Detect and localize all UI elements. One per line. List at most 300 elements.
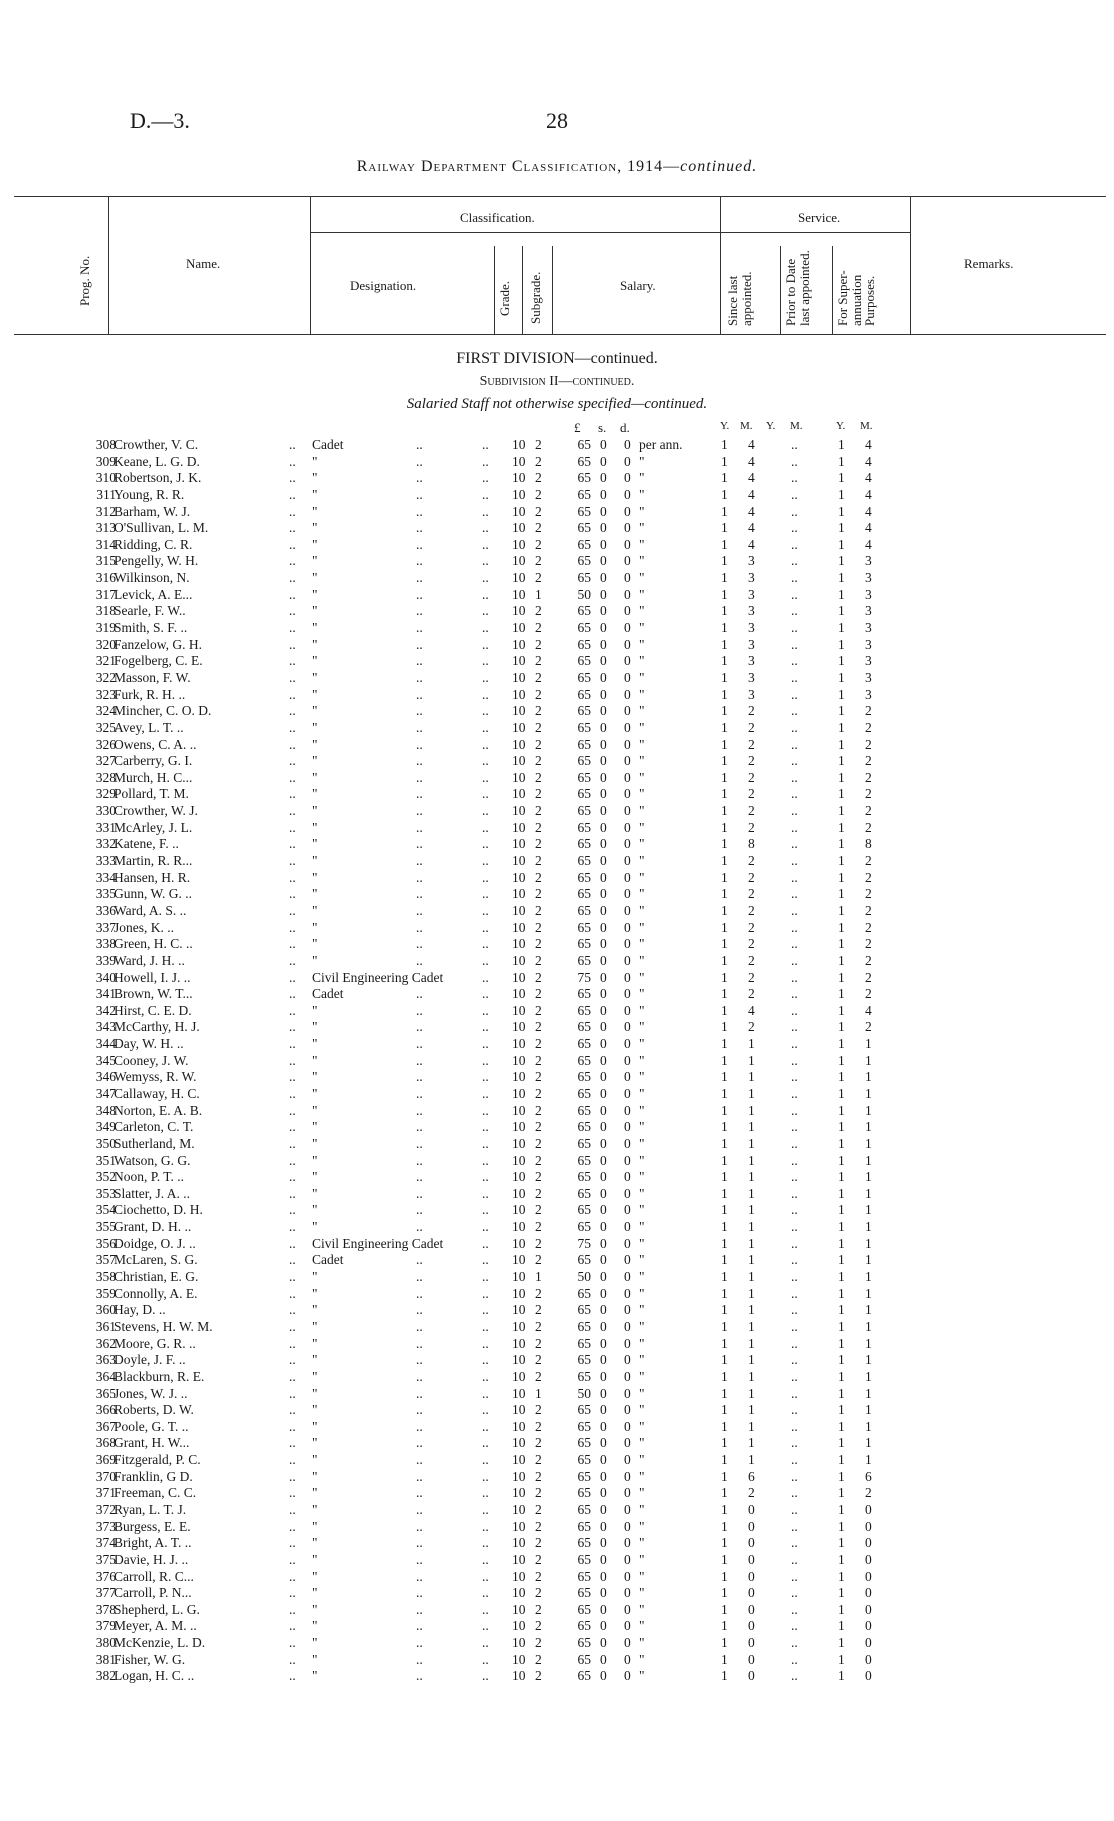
leader-dots: .. [482,1169,489,1185]
cell-no: 327 [95,753,116,769]
cell-m1: 0 [748,1518,755,1534]
leader-dots: .. [791,969,798,985]
cell-s: 0 [600,786,607,802]
cell-m2: 3 [865,586,872,602]
table-row [0,603,1114,620]
leader-dots: .. [791,753,798,769]
cell-m2: 2 [865,886,872,902]
cell-no: 344 [95,1036,116,1052]
cell-des: " [312,1518,318,1534]
leader-dots: .. [416,1568,423,1584]
cell-d: 0 [624,653,631,669]
cell-per: " [639,1019,645,1035]
cell-des: " [312,1069,318,1085]
leader-dots: .. [416,1418,423,1434]
cell-no: 317 [95,586,116,602]
cell-y1: 1 [721,1185,728,1201]
cell-m2: 6 [865,1468,872,1484]
leader-dots: .. [482,437,489,452]
cell-per: " [639,603,645,619]
cell-y1: 1 [721,1651,728,1667]
cell-d: 0 [624,1169,631,1185]
cell-s: 0 [600,836,607,852]
leader-dots: .. [791,1651,798,1667]
leader-dots: .. [416,1202,423,1218]
leader-dots: .. [482,1418,489,1434]
cell-s: 0 [600,437,607,452]
cell-no: 370 [95,1468,116,1484]
cell-s: 0 [600,1052,607,1068]
leader-dots: .. [482,969,489,985]
cell-name: Carroll, R. C... [114,1568,194,1584]
cell-l: 65 [577,1502,591,1517]
cell-y2: 1 [838,1418,845,1434]
cell-y2: 1 [838,437,845,452]
leader-dots: .. [416,819,423,835]
table-row [0,1602,1114,1619]
cell-y1: 1 [721,1585,728,1601]
leader-dots: .. [416,1052,423,1068]
cell-per: " [639,453,645,469]
cell-per: " [639,1452,645,1468]
cell-m2: 1 [865,1085,872,1101]
cell-per: " [639,653,645,669]
leader-dots: .. [791,553,798,569]
leader-dots: .. [791,902,798,918]
cell-no: 356 [95,1235,116,1251]
cell-m1: 1 [748,1119,755,1135]
leader-dots: .. [289,669,296,685]
cell-per: " [639,902,645,918]
cell-name: Davie, H. J. .. [114,1551,189,1567]
cell-m1: 2 [748,1019,755,1035]
cell-m1: 1 [748,1152,755,1168]
cell-s: 0 [600,703,607,719]
table-header [14,196,1106,336]
cell-d: 0 [624,1252,631,1268]
cell-y1: 1 [721,1368,728,1384]
cell-l: 65 [577,1452,591,1468]
cell-sg: 2 [535,1452,542,1468]
leader-dots: .. [482,1269,489,1285]
leader-dots: .. [791,1052,798,1068]
cell-d: 0 [624,803,631,819]
cell-d: 0 [624,869,631,885]
cell-s: 0 [600,1402,607,1418]
cell-name: Furk, R. H. .. [114,686,186,702]
cell-sg: 2 [535,1485,542,1501]
cell-per: " [639,886,645,902]
cell-y1: 1 [721,719,728,735]
leader-dots: .. [416,1152,423,1168]
cell-g: 10 [512,1452,526,1468]
leader-dots: .. [416,853,423,869]
leader-dots: .. [289,553,296,569]
cell-g: 10 [512,1069,526,1085]
leader-dots: .. [416,653,423,669]
cell-y1: 1 [721,803,728,819]
cell-m2: 2 [865,902,872,918]
cell-m2: 2 [865,753,872,769]
leader-dots: .. [289,1502,296,1517]
leader-dots: .. [289,869,296,885]
cell-g: 10 [512,1019,526,1035]
cell-l: 65 [577,1085,591,1101]
cell-name: Burgess, E. E. [114,1518,191,1534]
cell-m1: 2 [748,853,755,869]
cell-y2: 1 [838,902,845,918]
cell-g: 10 [512,719,526,735]
cell-s: 0 [600,1551,607,1567]
cell-des: " [312,1651,318,1667]
cell-l: 65 [577,603,591,619]
cell-sg: 2 [535,1119,542,1135]
cell-per: " [639,536,645,552]
cell-m2: 1 [865,1169,872,1185]
cell-m2: 3 [865,620,872,636]
cell-m1: 4 [748,503,755,519]
cell-des: " [312,836,318,852]
cell-d: 0 [624,1269,631,1285]
leader-dots: .. [482,1002,489,1018]
cell-y2: 1 [838,1102,845,1118]
cell-s: 0 [600,1352,607,1368]
table-row [0,587,1114,604]
cell-l: 75 [577,969,591,985]
cell-g: 10 [512,986,526,1002]
leader-dots: .. [482,1152,489,1168]
leader-dots: .. [289,719,296,735]
cell-g: 10 [512,486,526,502]
cell-name: McCarthy, H. J. [114,1019,200,1035]
cell-g: 10 [512,1169,526,1185]
leader-dots: .. [416,769,423,785]
leader-dots: .. [482,470,489,486]
cell-m2: 3 [865,653,872,669]
leader-dots: .. [482,1252,489,1268]
leader-dots: .. [791,1102,798,1118]
page-title [0,158,1114,176]
cell-name: Carleton, C. T. [114,1119,194,1135]
leader-dots: .. [791,703,798,719]
leader-dots: .. [791,1085,798,1101]
leader-dots: .. [482,570,489,586]
unit-months-2: M. [790,420,803,432]
cell-no: 315 [95,553,116,569]
cell-g: 10 [512,1119,526,1135]
cell-per: " [639,636,645,652]
cell-no: 361 [95,1318,116,1334]
cell-name: Fisher, W. G. [114,1651,186,1667]
table-row [0,1369,1114,1386]
leader-dots: .. [482,1219,489,1235]
cell-g: 10 [512,603,526,619]
cell-y1: 1 [721,453,728,469]
cell-d: 0 [624,1036,631,1052]
cell-l: 65 [577,1135,591,1151]
cell-no: 324 [95,703,116,719]
leader-dots: .. [416,1651,423,1667]
cell-no: 341 [95,986,116,1002]
cell-m1: 3 [748,669,755,685]
cell-y2: 1 [838,520,845,536]
cell-sg: 2 [535,1352,542,1368]
leader-dots: .. [791,437,798,452]
cell-per: " [639,1418,645,1434]
cell-y2: 1 [838,1052,845,1068]
cell-des: " [312,586,318,602]
cell-sg: 2 [535,636,542,652]
leader-dots: .. [482,936,489,952]
cell-sg: 2 [535,869,542,885]
cell-des: " [312,1352,318,1368]
cell-d: 0 [624,1452,631,1468]
cell-y2: 1 [838,986,845,1002]
cell-per: " [639,753,645,769]
cell-m2: 1 [865,1418,872,1434]
cell-sg: 2 [535,653,542,669]
cell-s: 0 [600,1651,607,1667]
cell-l: 65 [577,1535,591,1551]
cell-s: 0 [600,819,607,835]
cell-d: 0 [624,1368,631,1384]
table-row [0,1153,1114,1170]
cell-l: 65 [577,869,591,885]
leader-dots: .. [791,719,798,735]
cell-l: 65 [577,803,591,819]
cell-g: 10 [512,902,526,918]
cell-m2: 3 [865,686,872,702]
cell-s: 0 [600,1668,607,1684]
cell-y1: 1 [721,620,728,636]
cell-d: 0 [624,536,631,552]
leader-dots: .. [289,453,296,469]
cell-y2: 1 [838,503,845,519]
cell-s: 0 [600,1002,607,1018]
cell-m2: 4 [865,437,872,452]
leader-dots: .. [289,952,296,968]
cell-d: 0 [624,1335,631,1351]
cell-m2: 0 [865,1568,872,1584]
leader-dots: .. [482,819,489,835]
cell-s: 0 [600,1618,607,1634]
table-row [0,653,1114,670]
page-number: 28 [546,108,568,133]
leader-dots: .. [289,620,296,636]
leader-dots: .. [416,1069,423,1085]
cell-name: McKenzie, L. D. [114,1635,206,1651]
cell-per: " [639,553,645,569]
cell-no: 359 [95,1285,116,1301]
cell-s: 0 [600,1285,607,1301]
cell-s: 0 [600,669,607,685]
leader-dots: .. [482,1019,489,1035]
leader-dots: .. [791,1019,798,1035]
leader-dots: .. [289,1202,296,1218]
table-row [0,1119,1114,1136]
cell-m1: 2 [748,786,755,802]
cell-g: 10 [512,536,526,552]
cell-per: " [639,1568,645,1584]
leader-dots: .. [416,1085,423,1101]
cell-l: 65 [577,1485,591,1501]
leader-dots: .. [416,1135,423,1151]
cell-l: 65 [577,836,591,852]
cell-name: Ryan, L. T. J. [114,1502,187,1517]
unit-pounds: £ [574,420,581,435]
cell-y2: 1 [838,1402,845,1418]
leader-dots: .. [482,669,489,685]
cell-name: Levick, A. E... [114,586,193,602]
leader-dots: .. [289,1119,296,1135]
leader-dots: .. [289,1152,296,1168]
table-row [0,687,1114,704]
cell-per: " [639,1385,645,1401]
cell-sg: 2 [535,936,542,952]
cell-name: Green, H. C. .. [114,936,193,952]
leader-dots: .. [482,686,489,702]
cell-per: " [639,1635,645,1651]
cell-s: 0 [600,1069,607,1085]
cell-s: 0 [600,1635,607,1651]
cell-m1: 1 [748,1435,755,1451]
cell-m1: 1 [748,1285,755,1301]
cell-des: " [312,1585,318,1601]
cell-sg: 2 [535,719,542,735]
cell-g: 10 [512,703,526,719]
cell-m1: 2 [748,719,755,735]
cell-per: " [639,1318,645,1334]
cell-y2: 1 [838,603,845,619]
table-row [0,1336,1114,1353]
cell-y1: 1 [721,1235,728,1251]
cell-y1: 1 [721,1019,728,1035]
cell-l: 65 [577,1169,591,1185]
cell-l: 65 [577,1036,591,1052]
leader-dots: .. [416,536,423,552]
leader-dots: .. [791,1452,798,1468]
cell-sg: 2 [535,486,542,502]
leader-dots: .. [482,636,489,652]
cell-no: 339 [95,952,116,968]
cell-m2: 1 [865,1219,872,1235]
cell-y2: 1 [838,1036,845,1052]
cell-y2: 1 [838,1485,845,1501]
cell-name: Doidge, O. J. .. [114,1235,196,1251]
cell-m2: 1 [865,1452,872,1468]
leader-dots: .. [791,1269,798,1285]
cell-s: 0 [600,1518,607,1534]
table-row [0,1569,1114,1586]
leader-dots: .. [791,819,798,835]
cell-l: 65 [577,1202,591,1218]
cell-m2: 4 [865,520,872,536]
cell-m2: 1 [865,1402,872,1418]
cell-per: " [639,769,645,785]
leader-dots: .. [791,669,798,685]
cell-des: " [312,1435,318,1451]
cell-s: 0 [600,1418,607,1434]
cell-s: 0 [600,1019,607,1035]
table-row [0,803,1114,820]
cell-m2: 4 [865,503,872,519]
cell-g: 10 [512,1335,526,1351]
cell-s: 0 [600,869,607,885]
cell-sg: 2 [535,1335,542,1351]
cell-l: 65 [577,1551,591,1567]
leader-dots: .. [791,503,798,519]
leader-dots: .. [416,1435,423,1451]
cell-m2: 0 [865,1502,872,1517]
leader-dots: .. [416,669,423,685]
title-continued: continued. [680,158,758,175]
leader-dots: .. [791,1402,798,1418]
cell-m2: 4 [865,453,872,469]
leader-dots: .. [482,1368,489,1384]
cell-name: Barham, W. J. [114,503,191,519]
cell-m2: 2 [865,969,872,985]
cell-per: " [639,1085,645,1101]
cell-no: 379 [95,1618,116,1634]
cell-y1: 1 [721,1335,728,1351]
cell-m2: 1 [865,1269,872,1285]
cell-per: " [639,1219,645,1235]
cell-m1: 1 [748,1352,755,1368]
cell-m1: 3 [748,553,755,569]
leader-dots: .. [289,1036,296,1052]
leader-dots: .. [416,719,423,735]
cell-des: Cadet [312,437,344,452]
cell-m1: 4 [748,470,755,486]
cell-name: Hirst, C. E. D. [114,1002,192,1018]
cell-s: 0 [600,503,607,519]
cell-sg: 2 [535,536,542,552]
leader-dots: .. [289,520,296,536]
table-row [0,637,1114,654]
cell-sg: 2 [535,669,542,685]
leader-dots: .. [416,1502,423,1517]
cell-l: 65 [577,1585,591,1601]
cell-sg: 2 [535,819,542,835]
cell-s: 0 [600,1202,607,1218]
cell-per: " [639,1152,645,1168]
cell-no: 355 [95,1219,116,1235]
leader-dots: .. [791,736,798,752]
cell-m1: 3 [748,636,755,652]
cell-per: " [639,1585,645,1601]
cell-s: 0 [600,1252,607,1268]
cell-g: 10 [512,869,526,885]
cell-s: 0 [600,536,607,552]
cell-d: 0 [624,853,631,869]
leader-dots: .. [416,1335,423,1351]
cell-name: Pengelly, W. H. [114,553,199,569]
table-row [0,720,1114,737]
cell-m2: 2 [865,786,872,802]
cell-per: " [639,1435,645,1451]
table-row [0,1202,1114,1219]
cell-y2: 1 [838,486,845,502]
cell-name: McArley, J. L. [114,819,193,835]
cell-g: 10 [512,453,526,469]
cell-name: Doyle, J. F. .. [114,1352,186,1368]
cell-d: 0 [624,886,631,902]
cell-g: 10 [512,1385,526,1401]
cell-sg: 2 [535,520,542,536]
cell-sg: 2 [535,453,542,469]
cell-des: " [312,1318,318,1334]
cell-m1: 4 [748,437,755,452]
